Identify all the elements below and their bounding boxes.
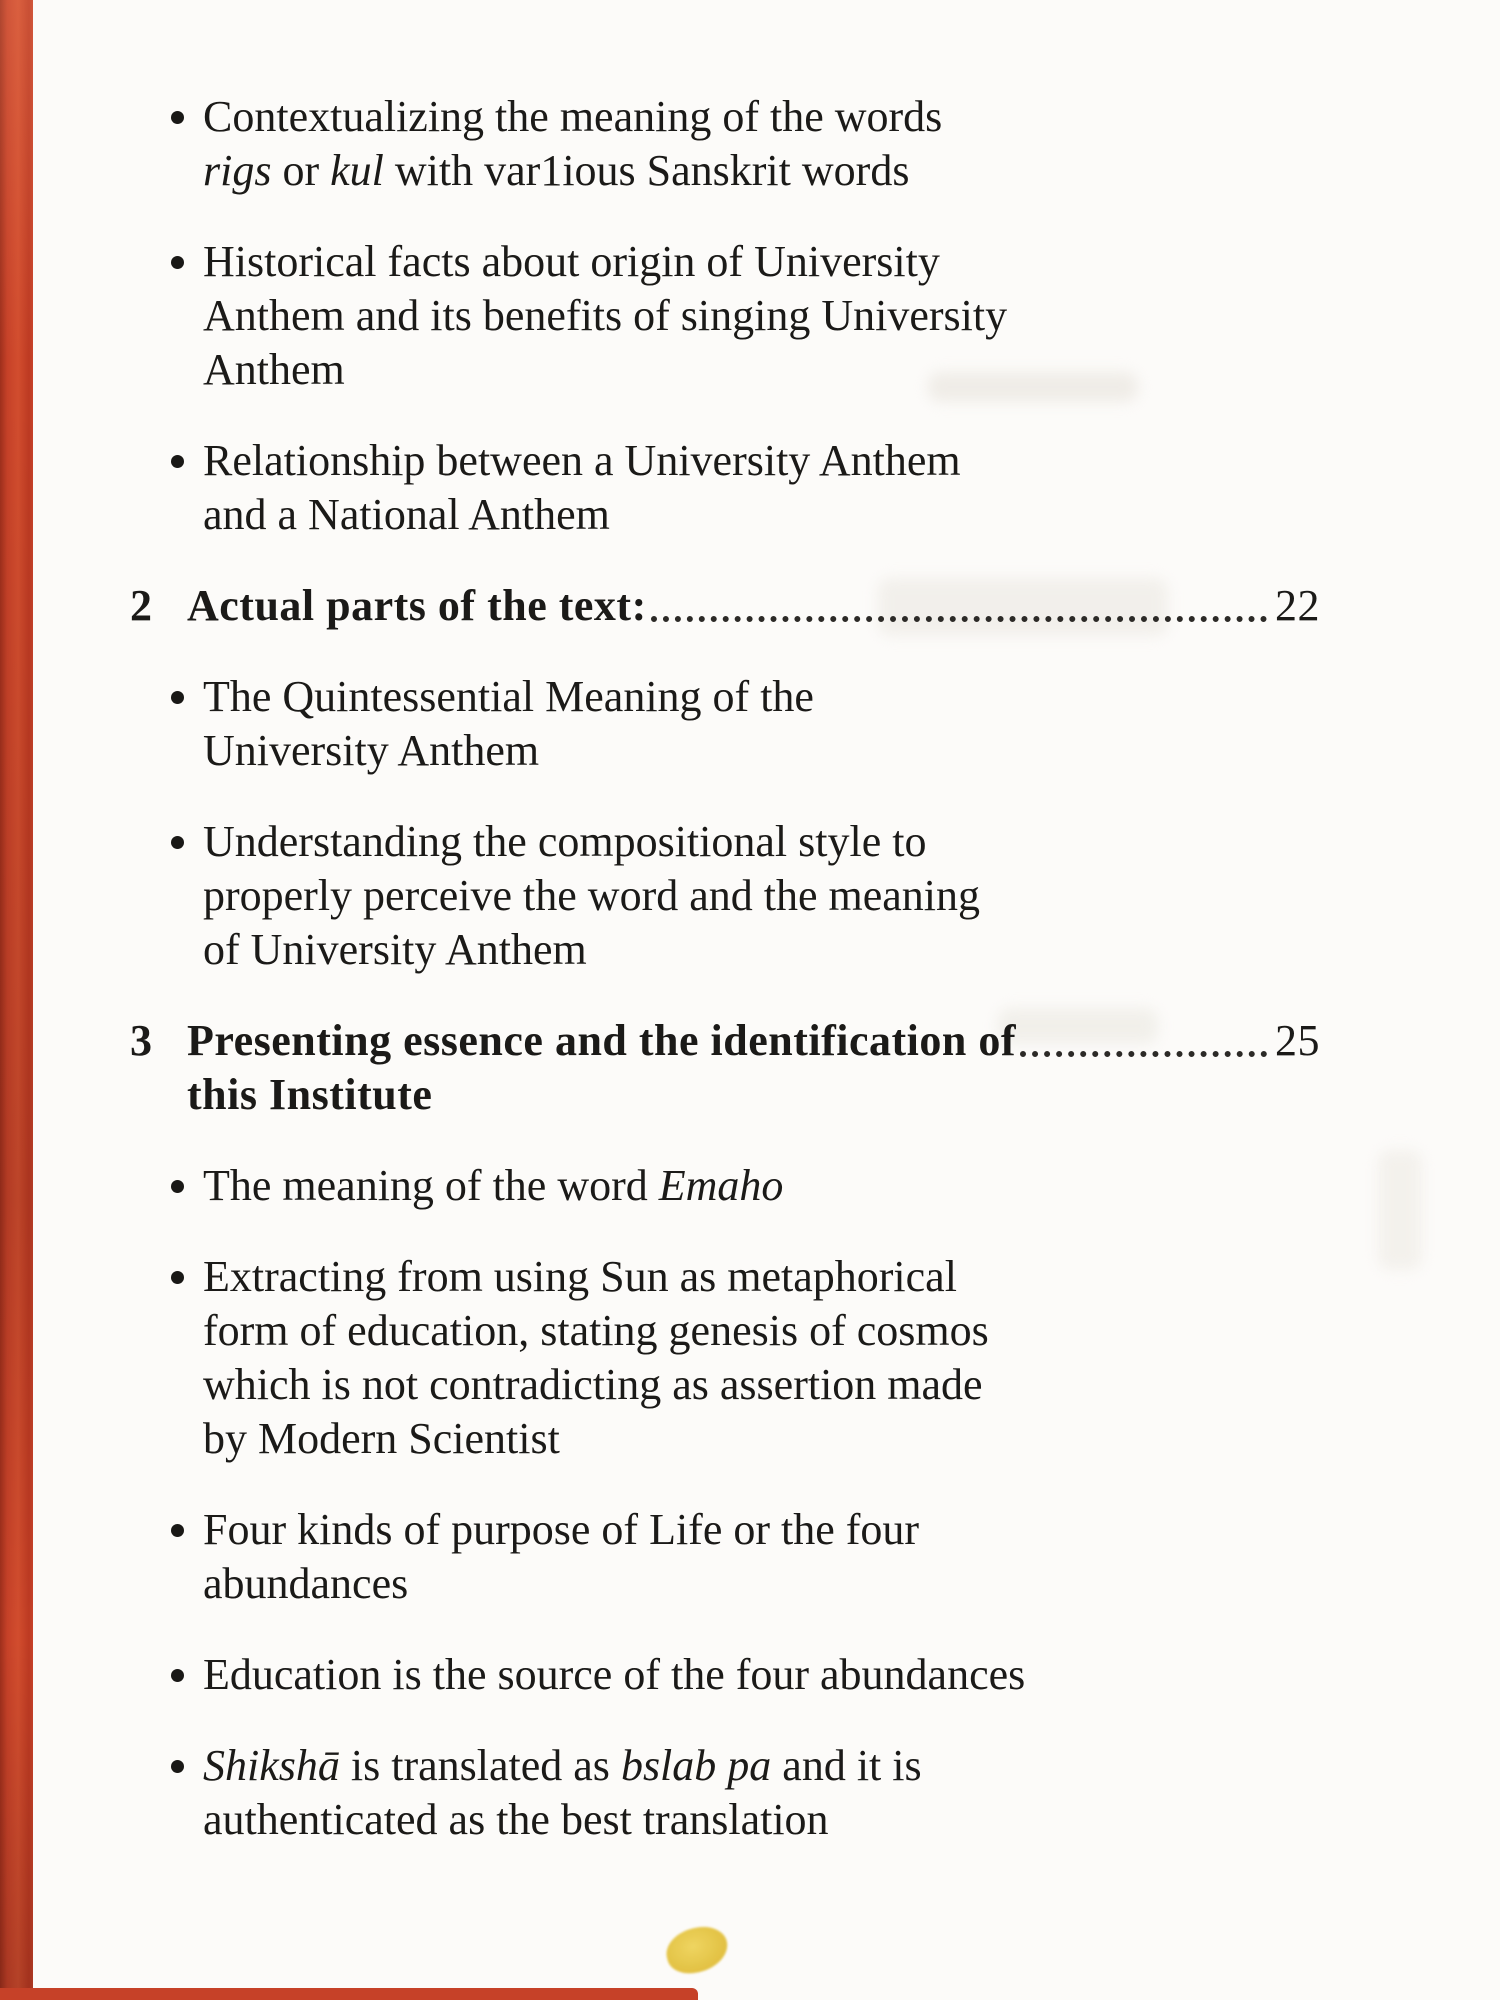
bullet-icon (130, 1648, 203, 1702)
bullet-icon (171, 1524, 184, 1537)
toc-entry-text (203, 90, 1320, 198)
bullet-icon (130, 1159, 203, 1213)
toc-section-number: 3 (130, 1016, 152, 1065)
bullet-icon (171, 1271, 184, 1284)
toc-section-number: 2 (130, 581, 152, 630)
bullet-icon (130, 434, 203, 542)
toc-line: Shikshā is translated as bslab pa and it is (203, 1741, 922, 1790)
toc-line: Education is the source of the four abundances (203, 1650, 1026, 1699)
bullet-icon (171, 455, 184, 468)
toc-line: The Quintessential Meaning of the (203, 672, 814, 721)
toc-line: properly perceive the word and the meaning (203, 871, 981, 920)
toc-entry-bullet (130, 815, 1320, 977)
toc-entry-bullet (130, 1648, 1320, 1702)
toc-entry-text (203, 235, 1320, 397)
toc-line: Four kinds of purpose of Life or the four (203, 1505, 920, 1554)
bullet-icon (130, 1739, 203, 1847)
toc-line: Understanding the compositional style to (203, 817, 927, 866)
toc-entry-bullet (130, 235, 1320, 397)
bullet-icon (171, 1180, 184, 1193)
bullet-icon (130, 1250, 203, 1466)
toc-entry-bullet (130, 1739, 1320, 1847)
toc-entry-text (187, 579, 1320, 633)
toc-line: Presenting essence and the identification of (187, 1016, 1017, 1065)
toc-entry-text (187, 1014, 1320, 1122)
book-left-edge-stripe (0, 0, 33, 2000)
toc-line: The meaning of the word Emaho (203, 1161, 784, 1210)
bullet-icon (171, 1669, 184, 1682)
toc-line: authenticated as the best translation (203, 1795, 829, 1844)
toc-line: University Anthem (203, 726, 540, 775)
toc-entry-text (203, 815, 1320, 977)
highlight-mark (662, 1921, 733, 1979)
bullet-icon (171, 111, 184, 124)
toc-entry-text (203, 434, 1320, 542)
toc-line: abundances (203, 1559, 409, 1608)
toc-line: Anthem (203, 345, 345, 394)
page-number: 22 (1275, 581, 1320, 630)
toc-line: Extracting from using Sun as metaphorical (203, 1252, 957, 1301)
toc-line: Historical facts about origin of University (203, 237, 940, 286)
bullet-icon (130, 235, 203, 397)
toc-line: Actual parts of the text: (187, 581, 647, 630)
toc-line: form of education, stating genesis of cosmos (203, 1306, 989, 1355)
toc-entry-numbered-2 (130, 579, 1320, 633)
bullet-icon (130, 90, 203, 198)
toc-entry-text (203, 1250, 1320, 1466)
toc-entry-bullet (130, 1250, 1320, 1466)
toc-line: this Institute (187, 1070, 433, 1119)
table-of-contents (130, 90, 1320, 1884)
bleed-through-artifact (1378, 1150, 1422, 1270)
toc-entry-bullet (130, 1159, 1320, 1213)
bullet-icon (130, 670, 203, 778)
toc-line: Relationship between a University Anthem (203, 436, 961, 485)
toc-entry-bullet (130, 434, 1320, 542)
bullet-icon (171, 836, 184, 849)
toc-line: of University Anthem (203, 925, 587, 974)
toc-line: Contextualizing the meaning of the words (203, 92, 943, 141)
toc-line: Anthem and its benefits of singing University (203, 291, 1008, 340)
toc-entry-text (203, 1503, 1320, 1611)
toc-entry-text (203, 1159, 1320, 1213)
toc-line: rigs or kul with var1ious Sanskrit words (203, 146, 910, 195)
toc-line: by Modern Scientist (203, 1414, 560, 1463)
bullet-icon (130, 815, 203, 977)
toc-entry-bullet (130, 670, 1320, 778)
bullet-icon (130, 1503, 203, 1611)
dotted-leader (1020, 1051, 1267, 1057)
toc-entry-bullet (130, 90, 1320, 198)
toc-entry-bullet (130, 1503, 1320, 1611)
dotted-leader (651, 616, 1267, 622)
bullet-icon (171, 691, 184, 704)
toc-entry-text (203, 670, 1320, 778)
toc-entry-numbered-3 (130, 1014, 1320, 1122)
toc-entry-text (203, 1648, 1320, 1702)
toc-line: which is not contradicting as assertion made (203, 1360, 983, 1409)
bullet-icon (171, 1760, 184, 1773)
toc-entry-text (203, 1739, 1320, 1847)
book-bottom-edge-stripe (0, 1988, 698, 2000)
bullet-icon (171, 256, 184, 269)
toc-line: and a National Anthem (203, 490, 610, 539)
page-number: 25 (1275, 1016, 1320, 1065)
